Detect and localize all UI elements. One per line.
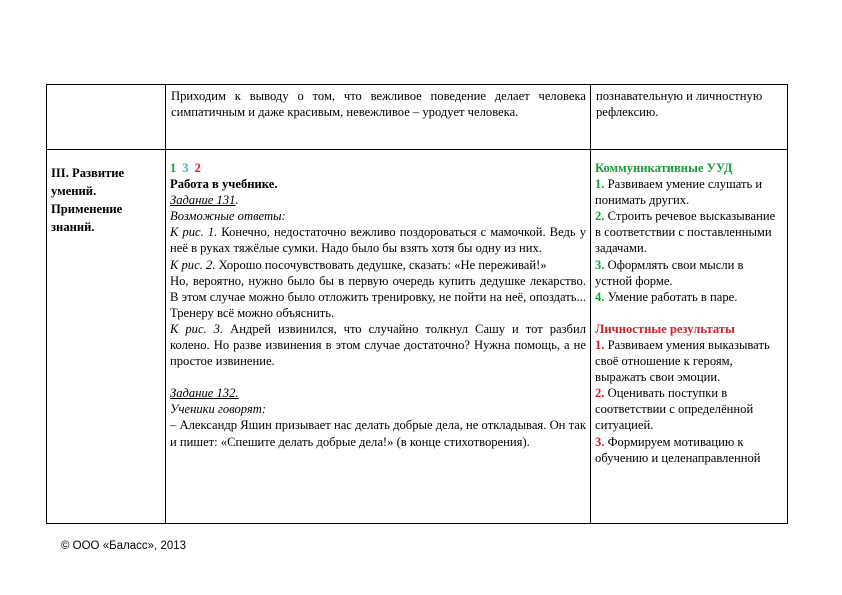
activity-content — [166, 150, 590, 450]
activity-cell — [166, 150, 591, 524]
work-order-digits — [170, 160, 586, 176]
pers-text: Оценивать поступки в соответствии с определённой ситуацией. — [595, 386, 754, 433]
answer-pic1 — [170, 224, 586, 256]
answer-pic2 — [170, 257, 586, 273]
uud-cell — [591, 150, 788, 524]
pers-heading: Личностные результаты — [595, 321, 735, 336]
pers-item — [595, 337, 783, 385]
pers-num: 1. — [595, 337, 605, 352]
pers-text: Формируем мотивацию к обучению и целенаправленной — [595, 434, 761, 465]
comm-num: 4. — [595, 289, 605, 304]
answer-pic3 — [170, 321, 586, 369]
task-131-dot: . — [235, 193, 239, 208]
answer-pic2-cont: Но, вероятно, нужно было бы в первую очередь купить дедушке лекарство. В этом случае можно было отложить тренировку, не пойти на неё, опоздать... Тренеру всё можно объяснить. — [170, 273, 586, 320]
table-row — [47, 150, 788, 524]
pic3-label: К рис. 3. — [170, 321, 224, 336]
possible-answers: Возможные ответы: — [170, 209, 286, 224]
digit-red: 2 — [194, 161, 201, 175]
pers-text: Развиваем умения выказывать своё отношение к героям, выражать свои эмоции. — [595, 337, 770, 385]
pic1-label: К рис. 1. — [170, 225, 218, 240]
students-say: Ученики говорят: — [170, 402, 267, 417]
activity-cell — [166, 85, 591, 150]
stage-title: III. Развитие умений. Применение знаний. — [51, 166, 125, 234]
lesson-table — [46, 84, 788, 524]
task-132: Задание 132. — [170, 386, 239, 401]
comm-text: Развиваем умение слушать и понимать других. — [595, 177, 763, 208]
uud-cell — [591, 85, 788, 150]
task-131: Задание 131 — [170, 193, 236, 208]
comm-item — [595, 289, 783, 305]
comm-text: Оформлять свои мысли в устной форме. — [595, 257, 744, 288]
digit-green: 1 — [170, 161, 177, 175]
pic1-text: Конечно, недостаточно вежливо поздороваться с мамочкой. Ведь у неё в руках тяжёлые сумки. Надо было бы взять хотя бы одну из них. — [170, 225, 586, 256]
table-row — [47, 85, 788, 150]
students-text: – Александр Яшин призывает нас делать добрые дела, не откладывая. Он так и пишет: «Спешите делать добрые дела!» (в конце стихотворения). — [170, 418, 586, 449]
uud-content — [591, 150, 787, 466]
comm-text: Строить речевое высказывание в соответствии с поставленными задачами. — [595, 209, 776, 256]
conclusion-text: Приходим к выводу о том, что вежливое поведение делает человека симпатичным и даже красивым, невежливое – уродует человека. — [171, 89, 586, 120]
pic3-text: Андрей извинился, что случайно толкнул Сашу и тот разбил колено. Но разве извинения в этом случае достаточно? Нужна помощь, а не простое извинение. — [170, 321, 586, 369]
pers-num: 2. — [595, 386, 605, 401]
copyright-footer: © ООО «Баласс», 2013 — [61, 540, 187, 552]
comm-text: Умение работать в паре. — [604, 289, 738, 304]
task-131-line — [170, 192, 586, 208]
digit-cyan: 3 — [182, 161, 189, 175]
pers-item — [595, 385, 783, 433]
comm-heading: Коммуникативные УУД — [595, 161, 733, 175]
comm-num: 2. — [595, 209, 605, 224]
stage-cell-empty — [47, 85, 166, 150]
pic2-label: К рис. 2. — [170, 257, 216, 272]
comm-item — [595, 208, 783, 256]
comm-num: 1. — [595, 177, 605, 192]
stage-cell — [47, 150, 166, 524]
work-heading: Работа в учебнике. — [170, 177, 278, 192]
comm-num: 3. — [595, 257, 605, 272]
pic2-text: Хорошо посочувствовать дедушке, сказать: «Не переживай!» — [215, 257, 547, 272]
reflection-text: познавательную и личностную рефлексию. — [596, 89, 763, 120]
comm-item — [595, 257, 783, 289]
pers-item — [595, 434, 783, 466]
comm-item — [595, 176, 783, 208]
pers-num: 3. — [595, 434, 605, 449]
